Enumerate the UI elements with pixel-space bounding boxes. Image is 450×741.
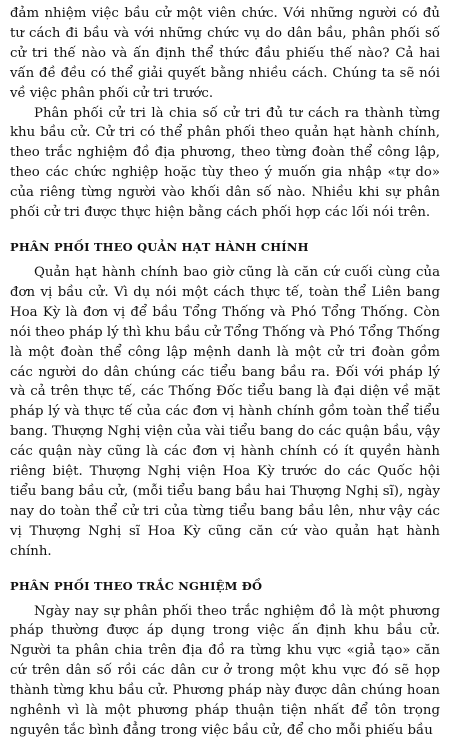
section-heading-survey-map: PHÂN PHỐI THEO TRẮC NGHIỆM ĐỒ	[10, 578, 263, 593]
paragraph-survey-map: Ngày nay sự phân phối theo trắc nghiệm đồ là một phương pháp thường được áp dụng trong việc ấn định khu bầu cử. Người ta phân chia trên địa đồ ra từng khu vực «giả tạo» căn cứ trên dân số rồi các dân cư ở trong một khu vực đó sẽ họp thành từng khu bầu cử. Phương pháp này được dân chúng hoan nghênh vì là một phương pháp thuận tiện nhất để tôn trọng nguyên tắc bình đẳng trong việc bầu cử, để cho mỗi phiếu bầu	[10, 603, 440, 738]
paragraph-voter-distribution: Phân phối cử tri là chia số cử tri đủ tư cách ra thành từng khu bầu cử. Cử tri có thể phân phối theo quản hạt hành chính, theo trắc nghiệm đồ địa phương, theo từng đoàn thể công lập, theo các chức nghiệp hoặc tùy theo ý muốn gia nhập «tự do» của riêng từng người vào khối dân số nào. Nhiều khi sự phân phối cử tri được thực hiện bằng cách phối hợp các lối nói trên.	[10, 105, 440, 221]
section-heading-administrative: PHÂN PHỐI THEO QUẢN HẠT HÀNH CHÍNH	[10, 239, 309, 254]
paragraph-administrative-district: Quản hạt hành chính bao giờ cũng là căn cứ cuối cùng của đơn vị bầu cử. Vì dụ nói một cách thực tế, toàn thể Liên bang Hoa Kỳ là đơn vị để bầu Tổng Thống và Phó Tổng Thống. Còn nói theo pháp lý thì khu bầu cử Tổng Thống và Phó Tổng Thống là một đoàn thể công lập mệnh danh là một cử tri đoàn gồm các người do dân chúng các tiểu bang bầu ra. Đối với pháp lý và cả trên thực tế, các Thống Đốc tiểu bang là đại diện về mặt pháp lý và thực tế của các đơn vị hành chính gồm toàn thể tiểu bang. Thượng Nghị viện của vài tiểu bang do các quận bầu, vậy các quận này cũng là các đơn vị hành chính có ít quyền hành riêng biệt. Thượng Nghị viện Hoa Kỳ trước do các Quốc hội tiểu bang bầu cử, (mỗi tiểu bang bầu hai Thượng Nghị sĩ), ngày nay do toàn thể cử tri của từng tiểu bang bầu lên, như vậy các vị Thượng Nghị sĩ Hoa Kỳ cũng căn cứ vào quản hạt hành chính.	[10, 264, 440, 559]
paragraph-opening: đảm nhiệm việc bầu cử một viên chức. Với những người có đủ tư cách đi bầu và với những chức vụ do dân bầu, phân phối số cử tri thế nào và ấn định thể thức đầu phiếu thế nào? Cả hai vấn đề đều có thể giải quyết bằng nhiều cách. Chúng ta sẽ nói về việc phân phối cử tri trước.	[10, 6, 440, 101]
